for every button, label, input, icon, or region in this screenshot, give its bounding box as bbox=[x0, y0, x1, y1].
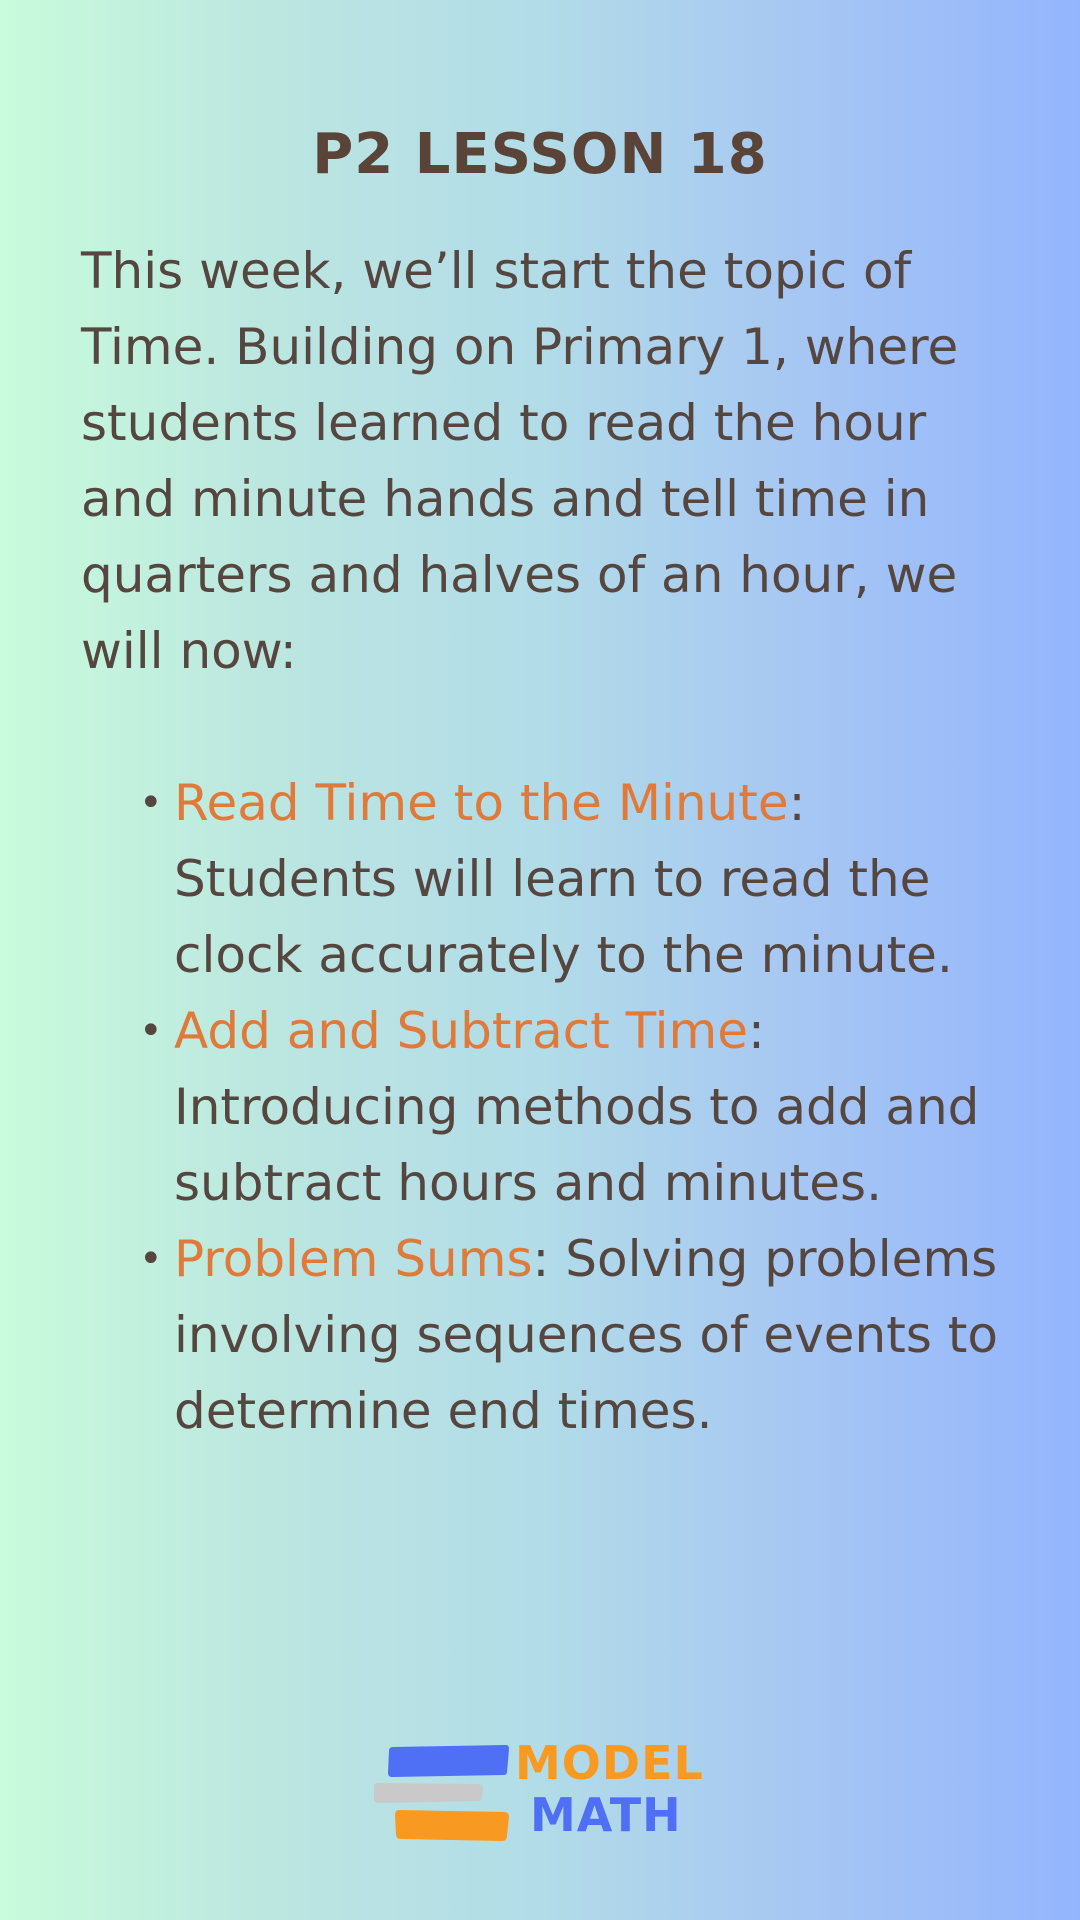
objective-item-problem-sums bbox=[81, 1221, 1011, 1449]
objective-text: : Introducing methods to add and subtract hours and minutes. bbox=[174, 1002, 980, 1212]
logo-bars-icon bbox=[373, 1737, 513, 1847]
model-math-logo bbox=[373, 1737, 713, 1847]
objectives-list bbox=[81, 765, 1011, 1449]
intro-paragraph: This week, we’ll start the topic of Time. Building on Primary 1, where students learned to read the hour and minute hands and tell time in quarters and halves of an hour, we will now: bbox=[81, 242, 959, 680]
objective-heading: Problem Sums bbox=[174, 1230, 533, 1288]
bullet-icon: • bbox=[139, 780, 163, 826]
lesson-title: P2 LESSON 18 bbox=[312, 121, 768, 187]
logo-word-model: MODEL bbox=[515, 1736, 704, 1790]
bullet-icon: • bbox=[139, 1236, 163, 1282]
objective-item-add-subtract bbox=[81, 993, 1011, 1221]
bullet-icon: • bbox=[139, 1008, 163, 1054]
objective-item-read-time bbox=[81, 765, 1011, 993]
objective-text: : Solving problems involving sequences of events to determine end times. bbox=[174, 1230, 998, 1440]
objective-heading: Read Time to the Minute bbox=[174, 774, 789, 832]
objective-heading: Add and Subtract Time bbox=[174, 1002, 748, 1060]
objective-text: : Students will learn to read the clock accurately to the minute. bbox=[174, 774, 953, 984]
logo-word-math: MATH bbox=[530, 1788, 682, 1842]
